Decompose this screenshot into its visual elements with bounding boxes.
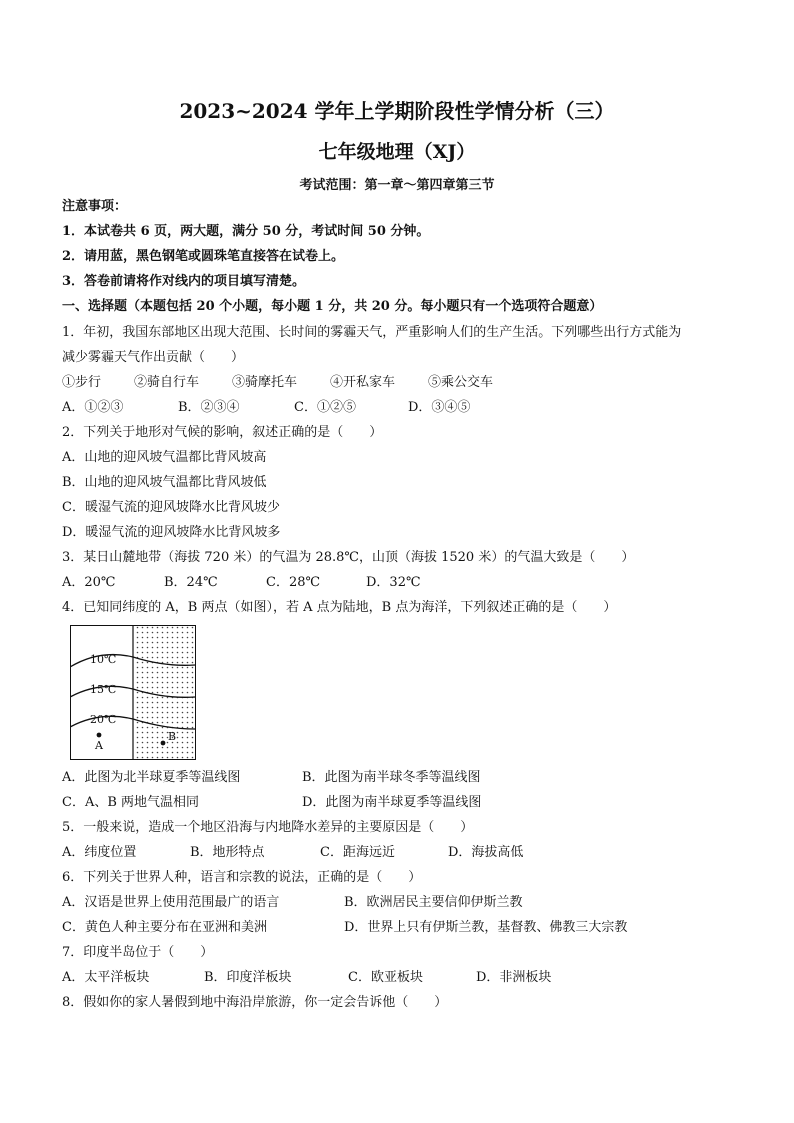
notice-item: 3．答卷前请将作对线内的项目填写清楚。: [62, 274, 306, 289]
q3-option-b: B．24℃: [164, 575, 218, 590]
q5-option-c: C．距海远近: [320, 845, 395, 860]
q1-option-d: D．③④⑤: [408, 400, 471, 415]
question-7-stem: 7．印度半岛位于（ ）: [62, 945, 214, 960]
exam-scope: 考试范围：第一章～第四章第三节: [299, 178, 495, 193]
isotherm-label: 15℃: [90, 683, 117, 696]
question-1-stem: 1．年初，我国东部地区出现大范围、长时间的雾霾天气，严重影响人们的生产生活。下列哪些出行方式能为: [62, 325, 682, 340]
isotherm-figure: [70, 625, 196, 760]
q4-option-c: C．A、B 两地气温相同: [62, 795, 200, 810]
q6-option-c: C．黄色人种主要分布在亚洲和美洲: [62, 920, 267, 935]
q4-option-a: A．此图为北半球夏季等温线图: [62, 770, 241, 785]
q5-option-a: A．纬度位置: [62, 845, 137, 860]
q3-option-d: D．32℃: [366, 575, 421, 590]
q7-option-d: D．非洲板块: [476, 970, 552, 985]
q1-item: ④开私家车: [330, 375, 396, 390]
question-5-stem: 5．一般来说，造成一个地区沿海与内地降水差异的主要原因是（ ）: [62, 820, 474, 835]
question-8-stem: 8．假如你的家人暑假到地中海沿岸旅游，你一定会告诉他（ ）: [62, 995, 448, 1010]
point-a-label: A: [95, 739, 103, 752]
point-b-marker: [161, 741, 166, 746]
question-1-stem-cont: 减少雾霾天气作出贡献（ ）: [62, 350, 245, 365]
notice-item: 1．本试卷共 6 页，两大题，满分 50 分，考试时间 50 分钟。: [62, 224, 430, 239]
question-6-stem: 6．下列关于世界人种，语言和宗教的说法，正确的是（ ）: [62, 870, 422, 885]
question-4-stem: 4．已知同纬度的 A，B 两点（如图），若 A 点为陆地，B 点为海洋，下列叙述正确的是（ ）: [62, 600, 617, 615]
section-heading: 一、选择题（本题包括 20 个小题，每小题 1 分，共 20 分。每小题只有一个选项符合题意）: [62, 299, 603, 314]
q2-option-d: D．暖湿气流的迎风坡降水比背风坡多: [62, 525, 281, 540]
q1-item: ①步行: [62, 375, 102, 390]
notice-item: 2．请用蓝，黑色钢笔或圆珠笔直接答在试卷上。: [62, 249, 345, 264]
q1-item: ⑤乘公交车: [428, 375, 494, 390]
q1-option-b: B．②③④: [178, 400, 240, 415]
q5-option-b: B．地形特点: [190, 845, 265, 860]
q1-option-c: C．①②⑤: [294, 400, 356, 415]
q4-option-b: B．此图为南半球冬季等温线图: [302, 770, 481, 785]
q6-option-b: B．欧洲居民主要信仰伊斯兰教: [344, 895, 523, 910]
q6-option-a: A．汉语是世界上使用范围最广的语言: [62, 895, 280, 910]
q1-option-a: A．①②③: [62, 400, 124, 415]
isotherm-label: 20℃: [90, 713, 117, 726]
q2-option-a: A．山地的迎风坡气温都比背风坡高: [62, 450, 267, 465]
q6-option-d: D．世界上只有伊斯兰教，基督教、佛教三大宗教: [344, 920, 628, 935]
exam-title: 2023~2024 学年上学期阶段性学情分析（三）: [179, 99, 615, 123]
isotherm-label: 10℃: [90, 653, 117, 666]
q4-option-d: D．此图为南半球夏季等温线图: [302, 795, 482, 810]
question-3-stem: 3．某日山麓地带（海拔 720 米）的气温为 28.8℃，山顶（海拔 1520 米）的气温大致是（ ）: [62, 550, 635, 565]
q1-item: ③骑摩托车: [232, 375, 298, 390]
q1-item: ②骑自行车: [134, 375, 200, 390]
q5-option-d: D．海拔高低: [448, 845, 524, 860]
ocean-area: [133, 626, 195, 759]
q7-option-b: B．印度洋板块: [204, 970, 292, 985]
q7-option-c: C．欧亚板块: [348, 970, 423, 985]
q3-option-a: A．20℃: [62, 575, 116, 590]
notice-heading: 注意事项：: [62, 199, 128, 214]
q3-option-c: C．28℃: [266, 575, 321, 590]
point-b-label: B: [168, 730, 177, 743]
exam-subtitle: 七年级地理（XJ）: [318, 141, 476, 163]
question-2-stem: 2．下列关于地形对气候的影响，叙述正确的是（ ）: [62, 425, 383, 440]
q2-option-b: B．山地的迎风坡气温都比背风坡低: [62, 475, 267, 490]
point-a-marker: [97, 733, 102, 738]
q2-option-c: C．暖湿气流的迎风坡降水比背风坡少: [62, 500, 280, 515]
q7-option-a: A．太平洋板块: [62, 970, 150, 985]
